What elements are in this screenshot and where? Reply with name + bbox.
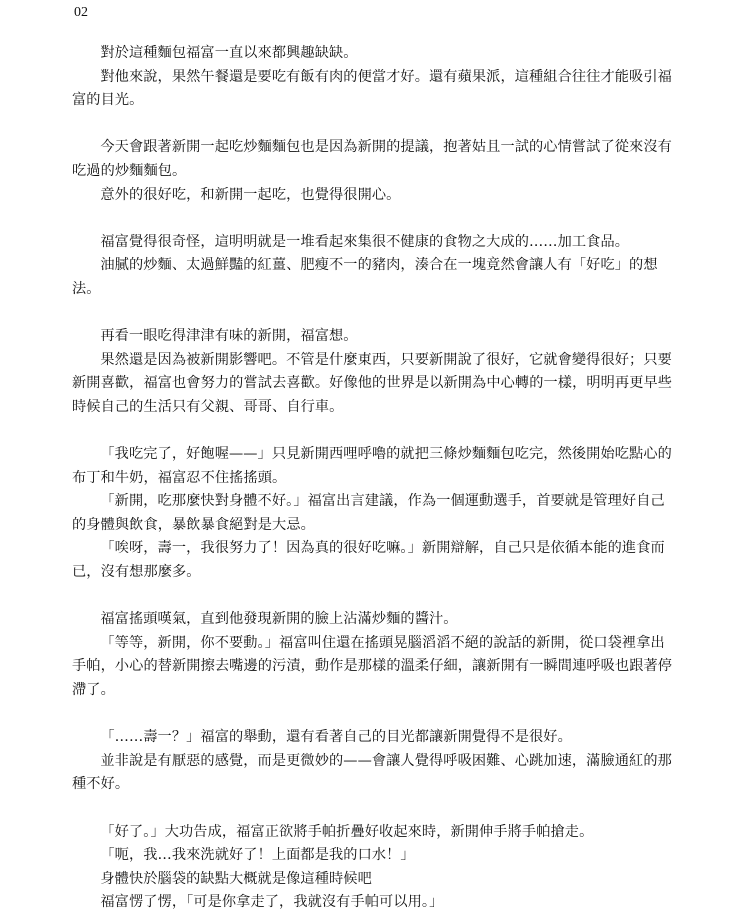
paragraph-gap bbox=[72, 113, 678, 137]
paragraph: 福富覺得很奇怪，這明明就是一堆看起來集很不健康的食物之大成的……加工食品。 bbox=[100, 233, 630, 250]
paragraph: 「呃，我…我來洗就好了！上面都是我的口水！」 bbox=[100, 847, 415, 864]
paragraph: 油膩的炒麵、太過鮮豔的紅薑、肥瘦不一的豬肉，湊合在一塊竟然會讓人有「好吃」的想法。 bbox=[72, 257, 658, 297]
paragraph-gap bbox=[72, 585, 678, 609]
paragraph-gap bbox=[72, 207, 678, 231]
paragraph: 「新開，吃那麼快對身體不好。」福富出言建議，作為一個運動選手，首要就是管理好自己的身體與飲食，暴飲暴食絕對是大忌。 bbox=[72, 493, 665, 533]
paragraph: 「……壽一？」福富的舉動，還有看著自己的目光都讓新開覺得不是很好。 bbox=[100, 729, 572, 746]
paragraph-gap bbox=[72, 302, 678, 326]
paragraph: 「等等，新開，你不要動。」福富叫住還在搖頭晃腦滔滔不絕的說話的新開，從口袋裡拿出手帕，小心的替新開擦去嘴邊的污漬，動作是那樣的溫柔仔細，讓新開有一瞬間連呼吸也跟著停滯了。 bbox=[72, 634, 673, 699]
paragraph: 今天會跟著新開一起吃炒麵麵包也是因為新開的提議，抱著姑且一試的心情嘗試了從來沒有吃過的炒麵麵包。 bbox=[72, 139, 672, 179]
paragraph-gap bbox=[72, 420, 678, 444]
paragraph: 「好了。」大功告成，福富正欲將手帕折疊好收起來時，新開伸手將手帕搶走。 bbox=[100, 823, 594, 840]
paragraph: 並非說是有厭惡的感覺，而是更微妙的——會讓人覺得呼吸困難、心跳加速，滿臉通紅的那種不好。 bbox=[72, 752, 672, 793]
page-number: 02 bbox=[74, 5, 88, 20]
paragraph: 「我吃完了，好飽喔——」只見新開西哩呼嚕的就把三條炒麵麵包吃完，然後開始吃點心的布丁和牛奶，福富忍不住搖搖頭。 bbox=[72, 446, 672, 486]
paragraph-gap bbox=[72, 797, 678, 821]
paragraph: 對於這種麵包福富一直以來都興趣缺缺。 bbox=[100, 45, 358, 61]
paragraph: 福富搖頭嘆氣，直到他發現新開的臉上沾滿炒麵的醬汁。 bbox=[100, 611, 458, 628]
paragraph: 福富愣了愣，「可是你拿走了，我就沒有手帕可以用。」 bbox=[100, 894, 444, 911]
paragraph: 對他來說，果然午餐還是要吃有飯有肉的便當才好。還有蘋果派，這種組合往往才能吸引福富的目光。 bbox=[72, 68, 672, 109]
paragraph: 再看一眼吃得津津有味的新開，福富想。 bbox=[100, 328, 358, 345]
paragraph: 意外的很好吃，和新開一起吃，也覺得很開心。 bbox=[100, 186, 401, 203]
paragraph: 果然還是因為被新開影響吧。不管是什麼東西，只要新開說了很好，它就會變得很好；只要新開喜歡，福富也會努力的嘗試去喜歡。好像他的世界是以新開為中心轉的一樣，明明再更早些時候自己的生活只有父親、哥哥、自行車。 bbox=[72, 351, 673, 415]
paragraph: 「唉呀，壽一，我很努力了！因為真的很好吃嘛。」新開辯解，自己只是依循本能的進食而已，沒有想那麼多。 bbox=[72, 540, 665, 581]
paragraph: 身體快於腦袋的缺點大概就是像這種時候吧 bbox=[100, 870, 372, 887]
document-body bbox=[72, 42, 678, 915]
paragraph-gap bbox=[72, 703, 678, 727]
